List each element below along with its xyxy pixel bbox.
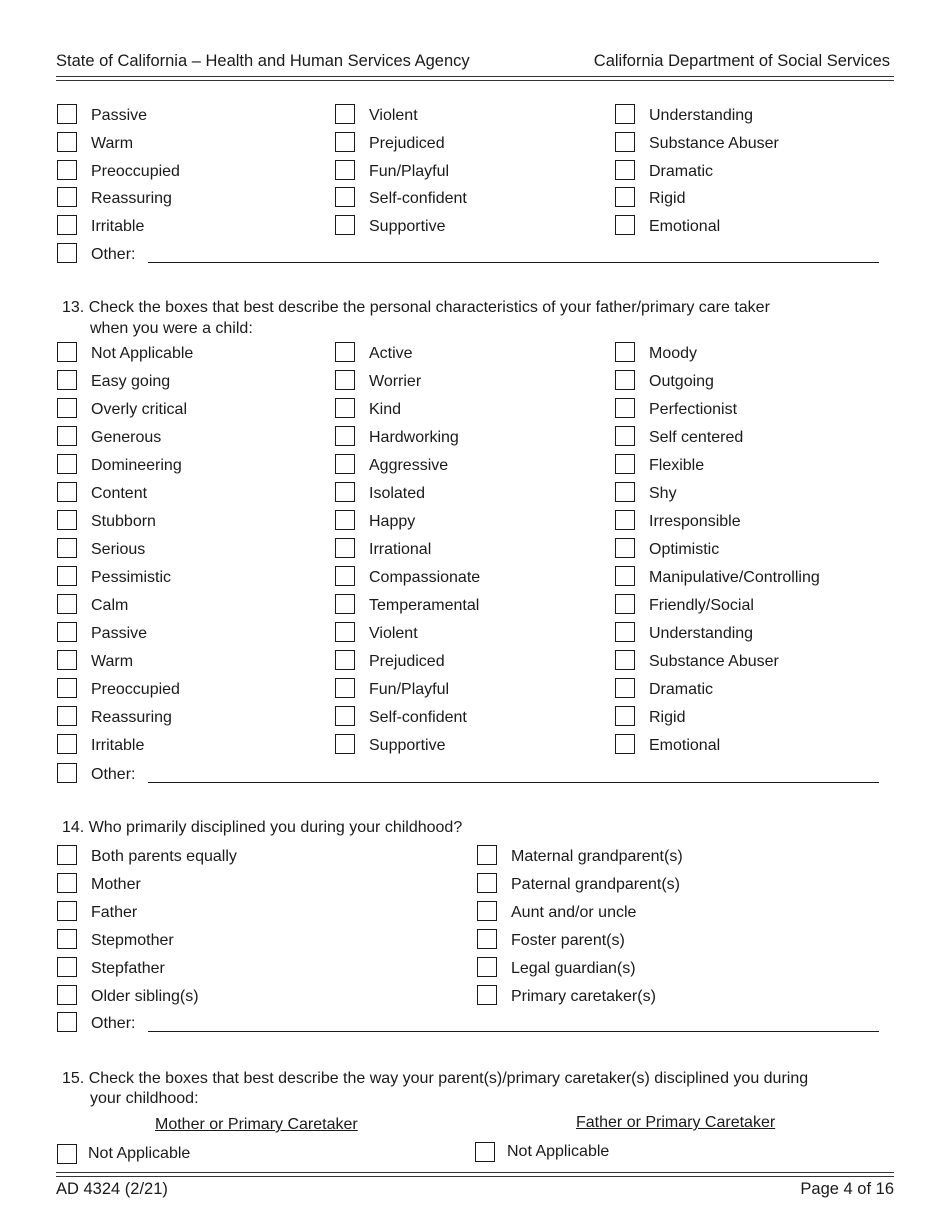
agency-header: State of California – Health and Human Services Agency [56,52,470,70]
q13-self-centered-checkbox[interactable] [615,426,635,446]
prev-dramatic-checkbox[interactable] [615,160,635,180]
prev-prejudiced-label: Prejudiced [369,134,445,152]
q13-pessimistic-checkbox[interactable] [57,566,77,586]
q13-irritable-checkbox[interactable] [57,734,77,754]
q13-reassuring-checkbox[interactable] [57,706,77,726]
q14-maternal-grandparent-s-checkbox[interactable] [477,845,497,865]
q13-supportive-checkbox[interactable] [335,734,355,754]
q13-aggressive-checkbox[interactable] [335,454,355,474]
q13-optimistic-checkbox[interactable] [615,538,635,558]
page-number: Page 4 of 16 [800,1180,894,1198]
prev-irritable-label: Irritable [91,218,145,236]
prev-other-label: Other: [91,246,136,263]
q13-outgoing-label: Outgoing [649,373,714,390]
q14-primary-caretaker-s-label: Primary caretaker(s) [511,988,656,1005]
prev-understanding-checkbox[interactable] [615,104,635,124]
q13-calm-label: Calm [91,597,129,614]
prev-preoccupied-checkbox[interactable] [57,160,77,180]
q13-emotional-label: Emotional [649,737,721,754]
q14-aunt-and-or-uncle-checkbox[interactable] [477,901,497,921]
q13-kind-checkbox[interactable] [335,398,355,418]
q13-other-checkbox[interactable] [57,763,77,783]
q14-other-input-line[interactable] [148,1031,879,1032]
q13-optimistic-label: Optimistic [649,541,720,558]
q15-question-cont: your childhood: [90,1090,199,1107]
q13-pessimistic-label: Pessimistic [91,569,172,586]
father-caretaker-heading: Father or Primary Caretaker [576,1114,776,1131]
prev-irritable-checkbox[interactable] [57,215,77,235]
footer-rule-2 [56,1176,894,1177]
q14-legal-guardian-s-label: Legal guardian(s) [511,960,636,977]
q13-self-centered-label: Self centered [649,429,744,446]
q13-other-input-line[interactable] [148,782,879,783]
q13-generous-label: Generous [91,429,162,446]
form-id: AD 4324 (2/21) [56,1180,168,1198]
q13-moody-checkbox[interactable] [615,342,635,362]
prev-warm-checkbox[interactable] [57,132,77,152]
q13-hardworking-checkbox[interactable] [335,426,355,446]
q14-father-checkbox[interactable] [57,901,77,921]
q13-flexible-checkbox[interactable] [615,454,635,474]
prev-warm-label: Warm [91,134,134,152]
q14-stepfather-label: Stepfather [91,960,165,977]
q13-isolated-label: Isolated [369,485,426,502]
q13-happy-label: Happy [369,513,416,530]
q14-mother-checkbox[interactable] [57,873,77,893]
q13-preoccupied-label: Preoccupied [91,681,180,698]
q13-manipulative-controlling-checkbox[interactable] [615,566,635,586]
q14-stepfather-checkbox[interactable] [57,957,77,977]
q14-question: 14. Who primarily disciplined you during your childhood? [62,819,463,836]
q13-stubborn-label: Stubborn [91,513,156,530]
q13-perfectionist-label: Perfectionist [649,401,738,418]
department-header: California Department of Social Services [593,52,890,70]
q14-other-checkbox[interactable] [57,1012,77,1032]
q13-question-cont: when you were a child: [90,320,253,337]
q14-legal-guardian-s-checkbox[interactable] [477,957,497,977]
q13-kind-label: Kind [369,401,402,418]
q13-rigid-label: Rigid [649,709,686,726]
q13-irresponsible-checkbox[interactable] [615,510,635,530]
q13-temperamental-checkbox[interactable] [335,594,355,614]
prev-substance-abuser-checkbox[interactable] [615,132,635,152]
q13-passive-checkbox[interactable] [57,622,77,642]
q13-worrier-checkbox[interactable] [335,370,355,390]
q13-worrier-label: Worrier [369,373,422,390]
q13-easy-going-label: Easy going [91,373,171,390]
q13-stubborn-checkbox[interactable] [57,510,77,530]
q14-aunt-and-or-uncle-label: Aunt and/or uncle [511,904,637,921]
q13-warm-checkbox[interactable] [57,650,77,670]
q13-irritable-label: Irritable [91,737,145,754]
q13-rigid-checkbox[interactable] [615,706,635,726]
q14-paternal-grandparent-s-checkbox[interactable] [477,873,497,893]
q13-isolated-checkbox[interactable] [335,482,355,502]
q14-older-sibling-s-label: Older sibling(s) [91,988,199,1005]
q13-irresponsible-label: Irresponsible [649,513,741,530]
q15-father-not-applicable-checkbox[interactable] [475,1142,495,1162]
q15-father-not-applicable-label: Not Applicable [507,1143,610,1160]
q13-not-applicable-label: Not Applicable [91,345,194,362]
q13-supportive-label: Supportive [369,737,446,754]
q13-prejudiced-checkbox[interactable] [335,650,355,670]
q14-stepmother-label: Stepmother [91,932,174,949]
prev-fun-playful-label: Fun/Playful [369,162,450,180]
prev-emotional-label: Emotional [649,218,721,236]
prev-self-confident-label: Self-confident [369,190,467,208]
q14-primary-caretaker-s-checkbox[interactable] [477,985,497,1005]
q13-content-label: Content [91,485,148,502]
q13-fun-playful-checkbox[interactable] [335,678,355,698]
prev-self-confident-checkbox[interactable] [335,187,355,207]
q14-both-parents-equally-checkbox[interactable] [57,845,77,865]
prev-passive-checkbox[interactable] [57,104,77,124]
q13-violent-label: Violent [369,625,418,642]
footer-rule [56,1172,894,1173]
prev-emotional-checkbox[interactable] [615,215,635,235]
q14-maternal-grandparent-s-label: Maternal grandparent(s) [511,848,683,865]
q13-warm-label: Warm [91,653,134,670]
q15-mother-not-applicable-label: Not Applicable [88,1145,191,1162]
q13-aggressive-label: Aggressive [369,457,449,474]
prev-violent-checkbox[interactable] [335,104,355,124]
q13-emotional-checkbox[interactable] [615,734,635,754]
q13-outgoing-checkbox[interactable] [615,370,635,390]
q13-happy-checkbox[interactable] [335,510,355,530]
q14-foster-parent-s-checkbox[interactable] [477,929,497,949]
prev-violent-label: Violent [369,107,418,124]
q13-domineering-label: Domineering [91,457,182,474]
q13-preoccupied-checkbox[interactable] [57,678,77,698]
q13-easy-going-checkbox[interactable] [57,370,77,390]
prev-supportive-label: Supportive [369,218,446,236]
q13-active-label: Active [369,345,413,362]
q14-paternal-grandparent-s-label: Paternal grandparent(s) [511,876,680,893]
prev-fun-playful-checkbox[interactable] [335,160,355,180]
prev-reassuring-label: Reassuring [91,190,172,208]
q13-substance-abuser-checkbox[interactable] [615,650,635,670]
prev-other-input-line[interactable] [148,262,879,263]
q15-mother-not-applicable-checkbox[interactable] [57,1144,77,1164]
q13-question: 13. Check the boxes that best describe the personal characteristics of your father/primary care taker [62,299,770,316]
q13-compassionate-checkbox[interactable] [335,566,355,586]
q13-manipulative-controlling-label: Manipulative/Controlling [649,569,820,586]
q13-serious-label: Serious [91,541,146,558]
q13-overly-critical-checkbox[interactable] [57,398,77,418]
q13-friendly-social-label: Friendly/Social [649,597,754,614]
prev-rigid-label: Rigid [649,190,686,208]
q13-understanding-checkbox[interactable] [615,622,635,642]
q13-fun-playful-label: Fun/Playful [369,681,450,698]
q14-mother-label: Mother [91,876,141,893]
q13-hardworking-label: Hardworking [369,429,459,446]
prev-reassuring-checkbox[interactable] [57,187,77,207]
q13-overly-critical-label: Overly critical [91,401,188,418]
q13-reassuring-label: Reassuring [91,709,172,726]
q13-violent-checkbox[interactable] [335,622,355,642]
q13-dramatic-label: Dramatic [649,681,714,698]
prev-supportive-checkbox[interactable] [335,215,355,235]
q14-both-parents-equally-label: Both parents equally [91,848,237,865]
q13-prejudiced-label: Prejudiced [369,653,445,670]
header-rule [56,76,894,77]
prev-prejudiced-checkbox[interactable] [335,132,355,152]
mother-caretaker-heading: Mother or Primary Caretaker [155,1116,358,1133]
q13-domineering-checkbox[interactable] [57,454,77,474]
q14-other-label: Other: [91,1015,136,1032]
prev-preoccupied-label: Preoccupied [91,162,180,180]
q13-self-confident-label: Self-confident [369,709,467,726]
q13-flexible-label: Flexible [649,457,705,474]
q13-active-checkbox[interactable] [335,342,355,362]
q13-not-applicable-checkbox[interactable] [57,342,77,362]
prev-substance-abuser-label: Substance Abuser [649,134,779,152]
q14-older-sibling-s-checkbox[interactable] [57,985,77,1005]
q13-shy-label: Shy [649,485,677,502]
q14-foster-parent-s-label: Foster parent(s) [511,932,625,949]
q13-substance-abuser-label: Substance Abuser [649,653,779,670]
q13-self-confident-checkbox[interactable] [335,706,355,726]
prev-rigid-checkbox[interactable] [615,187,635,207]
q15-question: 15. Check the boxes that best describe the way your parent(s)/primary caretaker(s) disciplined you during [62,1070,809,1087]
q13-perfectionist-checkbox[interactable] [615,398,635,418]
q13-passive-label: Passive [91,625,148,642]
header-rule-2 [56,80,894,81]
prev-dramatic-label: Dramatic [649,162,714,180]
q13-irrational-checkbox[interactable] [335,538,355,558]
q13-friendly-social-checkbox[interactable] [615,594,635,614]
q13-serious-checkbox[interactable] [57,538,77,558]
q13-moody-label: Moody [649,345,698,362]
q13-dramatic-checkbox[interactable] [615,678,635,698]
q13-compassionate-label: Compassionate [369,569,481,586]
prev-other-checkbox[interactable] [57,243,77,263]
q13-calm-checkbox[interactable] [57,594,77,614]
prev-understanding-label: Understanding [649,107,754,124]
q13-irrational-label: Irrational [369,541,432,558]
q13-shy-checkbox[interactable] [615,482,635,502]
prev-passive-label: Passive [91,107,148,124]
q13-understanding-label: Understanding [649,625,754,642]
q13-content-checkbox[interactable] [57,482,77,502]
q14-stepmother-checkbox[interactable] [57,929,77,949]
q13-other-label: Other: [91,766,136,783]
q14-father-label: Father [91,904,138,921]
q13-generous-checkbox[interactable] [57,426,77,446]
q13-temperamental-label: Temperamental [369,597,480,614]
